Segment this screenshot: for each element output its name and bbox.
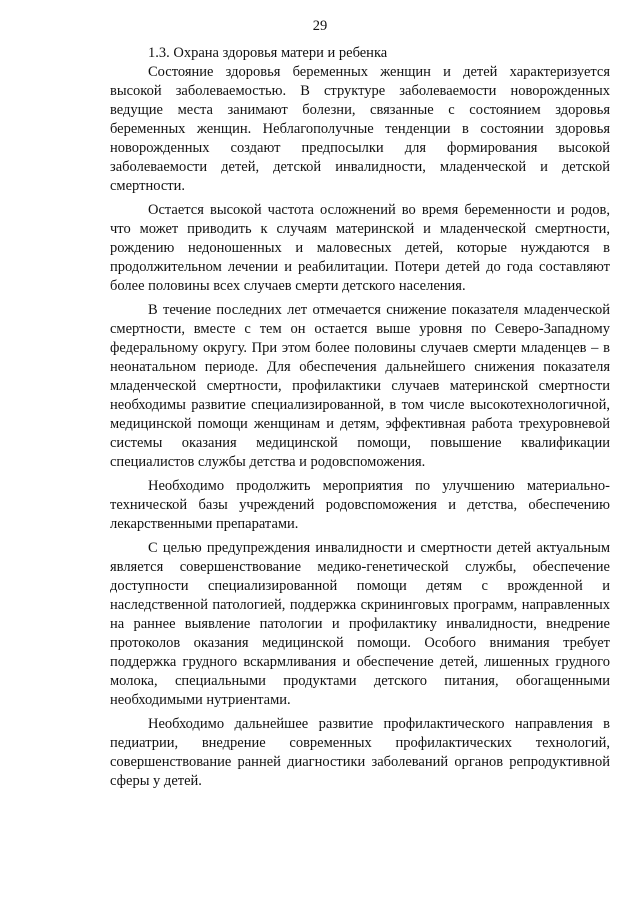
paragraph-genetic-service: С целью предупреждения инвалидности и смертности детей актуальным является совершенствование медико-генетической службы, обеспечение доступности специализированной помощи детям с врожденной и наследственной патологией, поддержка скрининговых программ, направленных на раннее выявление патологии и профилактику инвалидности, внедрение протоколов оказания медицинской помощи. Особого внимания требует поддержка грудного вскармливания и обеспечение детей, лишенных грудного молока, специальными продуктами детского питания, обогащенными необходимыми нутриентами. — [110, 540, 610, 708]
paragraph-infant-mortality: В течение последних лет отмечается снижение показателя младенческой смертности, вместе с тем он остается выше уровня по Северо-Западному федеральному округу. При этом более половины случаев смерти младенцев – в неонатальном периоде. Для обеспечения дальнейшего снижения показателя младенческой смертности, профилактики случаев материнской смертности необходимы развитие специализированной, в том числе высокотехнологичной, медицинской помощи женщинам и детям, эффективная работа трехуровневой системы оказания медицинской помощи, повышение квалификации специалистов службы детства и родовспоможения. — [110, 302, 610, 470]
paragraph-maternal-health-status: Состояние здоровья беременных женщин и детей характеризуется высокой заболеваемостью. В структуре заболеваемости новорожденных ведущие места занимают болезни, связанные с состоянием здоровья беременных женщин. Неблагополучные тенденции в состоянии здоровья новорожденных создают предпосылки для формирования высокой заболеваемости детей, детской инвалидности, младенческой и детской смертности. — [110, 64, 610, 194]
section-title: 1.3. Охрана здоровья матери и ребенка — [148, 45, 388, 61]
document-body — [110, 44, 610, 791]
paragraph-material-base: Необходимо продолжить мероприятия по улучшению материально-технической базы учреждений родовспоможения и детства, обеспечению лекарственными препаратами. — [110, 478, 610, 532]
paragraph-preventive-pediatrics: Необходимо дальнейшее развитие профилактического направления в педиатрии, внедрение современных профилактических технологий, совершенствование ранней диагностики заболеваний органов репродуктивной сферы у детей. — [110, 716, 610, 789]
page-number: 29 — [312, 18, 328, 34]
paragraph-pregnancy-complications: Остается высокой частота осложнений во время беременности и родов, что может приводить к случаям материнской и младенческой смертности, рождению недоношенных и маловесных детей, которые нуждаются в продолжительном лечении и реабилитации. Потери детей до года составляют более половины всех случаев смерти детского населения. — [110, 202, 610, 294]
